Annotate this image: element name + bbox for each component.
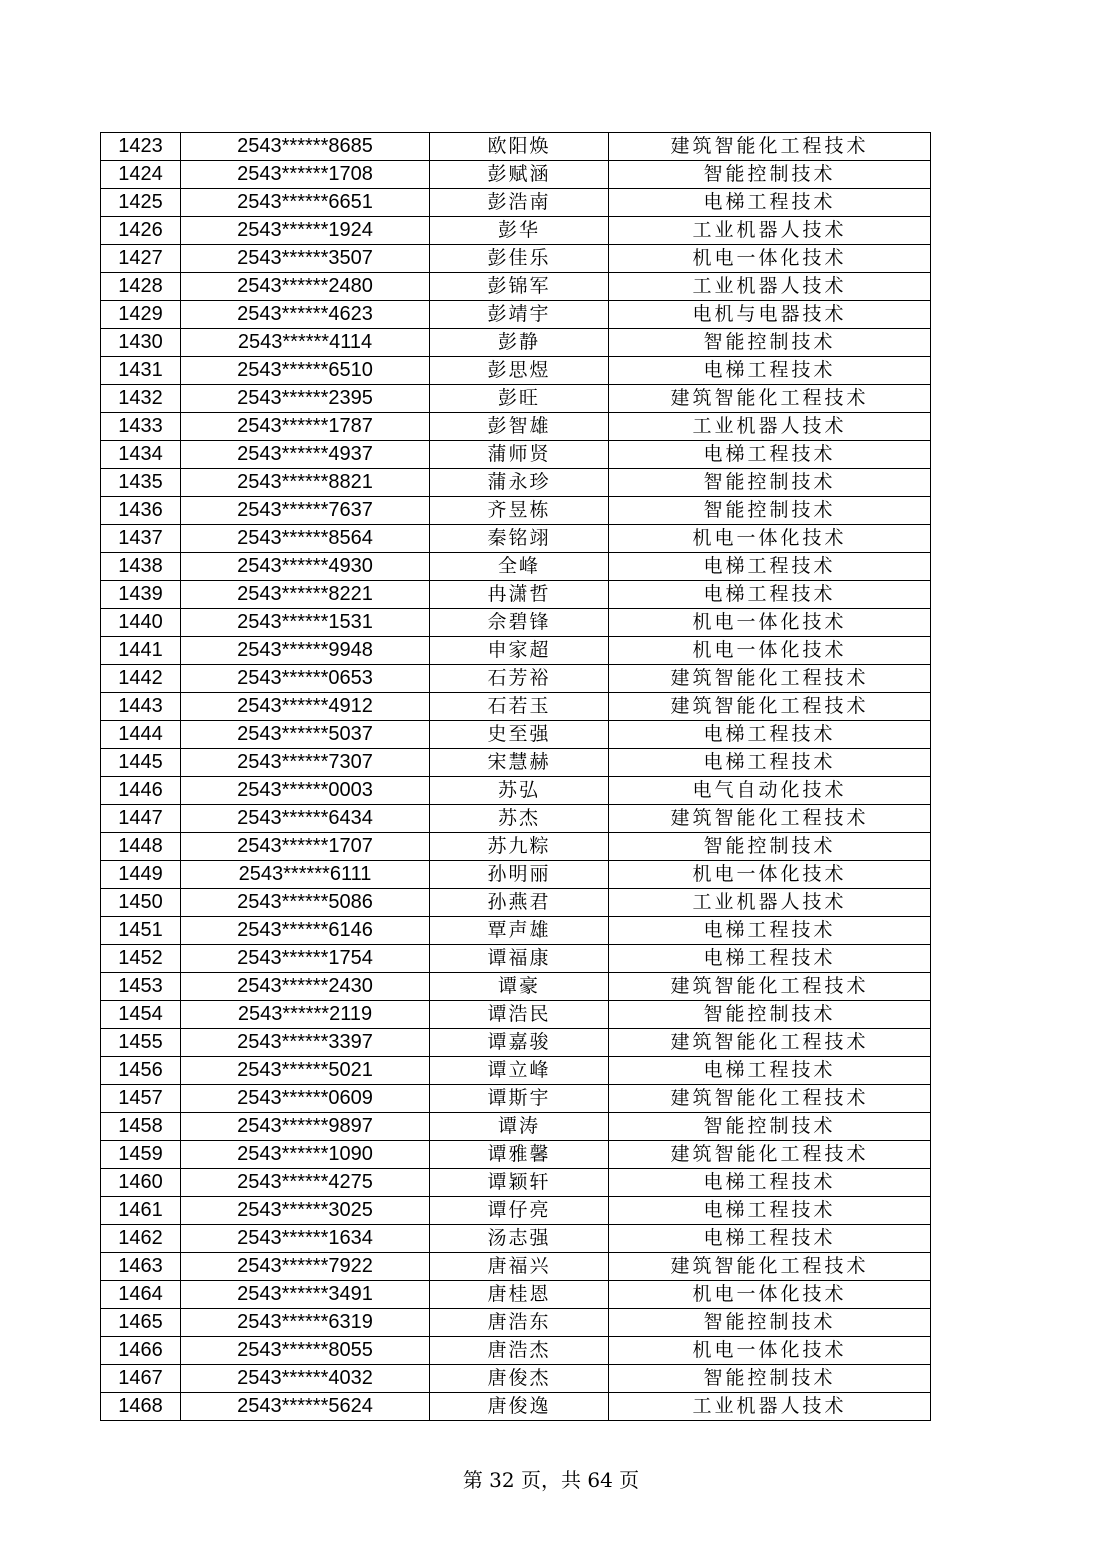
- student-name-cell: 石若玉: [430, 693, 609, 721]
- id-number-cell: 2543******2430: [181, 973, 430, 1001]
- student-name-cell: 唐浩杰: [430, 1337, 609, 1365]
- table-row: [101, 245, 931, 273]
- id-number-cell: 2543******1787: [181, 413, 430, 441]
- row-number-cell: 1440: [101, 609, 181, 637]
- table-row: [101, 693, 931, 721]
- student-name-cell: 史至强: [430, 721, 609, 749]
- row-number-cell: 1438: [101, 553, 181, 581]
- student-name-cell: 彭锦军: [430, 273, 609, 301]
- id-number-cell: 2543******4275: [181, 1169, 430, 1197]
- row-number-cell: 1447: [101, 805, 181, 833]
- row-number-cell: 1436: [101, 497, 181, 525]
- row-number-cell: 1429: [101, 301, 181, 329]
- table-row: [101, 497, 931, 525]
- table-row: [101, 1281, 931, 1309]
- table-row: [101, 1057, 931, 1085]
- table-row: [101, 133, 931, 161]
- row-number-cell: 1467: [101, 1365, 181, 1393]
- table-row: [101, 637, 931, 665]
- row-number-cell: 1455: [101, 1029, 181, 1057]
- major-cell: 建筑智能化工程技术: [609, 665, 931, 693]
- major-cell: 智能控制技术: [609, 1309, 931, 1337]
- table-row: [101, 1309, 931, 1337]
- student-name-cell: 唐浩东: [430, 1309, 609, 1337]
- row-number-cell: 1434: [101, 441, 181, 469]
- student-name-cell: 孙燕君: [430, 889, 609, 917]
- major-cell: 机电一体化技术: [609, 245, 931, 273]
- major-cell: 建筑智能化工程技术: [609, 1029, 931, 1057]
- row-number-cell: 1457: [101, 1085, 181, 1113]
- major-cell: 智能控制技术: [609, 329, 931, 357]
- student-name-cell: 彭靖宇: [430, 301, 609, 329]
- student-name-cell: 孙明丽: [430, 861, 609, 889]
- id-number-cell: 2543******7922: [181, 1253, 430, 1281]
- table-row: [101, 161, 931, 189]
- major-cell: 机电一体化技术: [609, 637, 931, 665]
- student-name-cell: 宋慧赫: [430, 749, 609, 777]
- row-number-cell: 1461: [101, 1197, 181, 1225]
- major-cell: 智能控制技术: [609, 1001, 931, 1029]
- row-number-cell: 1425: [101, 189, 181, 217]
- id-number-cell: 2543******8821: [181, 469, 430, 497]
- row-number-cell: 1460: [101, 1169, 181, 1197]
- table-row: [101, 945, 931, 973]
- id-number-cell: 2543******0653: [181, 665, 430, 693]
- major-cell: 电梯工程技术: [609, 553, 931, 581]
- row-number-cell: 1446: [101, 777, 181, 805]
- major-cell: 建筑智能化工程技术: [609, 1085, 931, 1113]
- id-number-cell: 2543******8221: [181, 581, 430, 609]
- table-row: [101, 833, 931, 861]
- student-name-cell: 唐俊逸: [430, 1393, 609, 1421]
- row-number-cell: 1426: [101, 217, 181, 245]
- major-cell: 智能控制技术: [609, 469, 931, 497]
- table-row: [101, 1169, 931, 1197]
- major-cell: 电梯工程技术: [609, 357, 931, 385]
- student-name-cell: 彭佳乐: [430, 245, 609, 273]
- student-name-cell: 谭立峰: [430, 1057, 609, 1085]
- table-row: [101, 665, 931, 693]
- student-name-cell: 覃声雄: [430, 917, 609, 945]
- table-row: [101, 917, 931, 945]
- id-number-cell: 2543******5086: [181, 889, 430, 917]
- student-name-cell: 彭静: [430, 329, 609, 357]
- major-cell: 建筑智能化工程技术: [609, 1141, 931, 1169]
- student-table-body: [101, 133, 931, 1421]
- student-name-cell: 彭思煜: [430, 357, 609, 385]
- student-name-cell: 唐桂恩: [430, 1281, 609, 1309]
- row-number-cell: 1442: [101, 665, 181, 693]
- table-row: [101, 1365, 931, 1393]
- major-cell: 建筑智能化工程技术: [609, 693, 931, 721]
- major-cell: 工业机器人技术: [609, 1393, 931, 1421]
- id-number-cell: 2543******4937: [181, 441, 430, 469]
- row-number-cell: 1424: [101, 161, 181, 189]
- id-number-cell: 2543******4912: [181, 693, 430, 721]
- major-cell: 工业机器人技术: [609, 273, 931, 301]
- student-name-cell: 谭仔亮: [430, 1197, 609, 1225]
- id-number-cell: 2543******3397: [181, 1029, 430, 1057]
- major-cell: 智能控制技术: [609, 1365, 931, 1393]
- row-number-cell: 1427: [101, 245, 181, 273]
- row-number-cell: 1468: [101, 1393, 181, 1421]
- row-number-cell: 1433: [101, 413, 181, 441]
- row-number-cell: 1450: [101, 889, 181, 917]
- major-cell: 电梯工程技术: [609, 441, 931, 469]
- student-name-cell: 蒲永珍: [430, 469, 609, 497]
- student-name-cell: 彭赋涵: [430, 161, 609, 189]
- table-row: [101, 861, 931, 889]
- row-number-cell: 1466: [101, 1337, 181, 1365]
- major-cell: 智能控制技术: [609, 497, 931, 525]
- id-number-cell: 2543******4930: [181, 553, 430, 581]
- major-cell: 工业机器人技术: [609, 413, 931, 441]
- major-cell: 智能控制技术: [609, 1113, 931, 1141]
- row-number-cell: 1430: [101, 329, 181, 357]
- row-number-cell: 1454: [101, 1001, 181, 1029]
- row-number-cell: 1423: [101, 133, 181, 161]
- row-number-cell: 1456: [101, 1057, 181, 1085]
- table-row: [101, 525, 931, 553]
- id-number-cell: 2543******8055: [181, 1337, 430, 1365]
- table-row: [101, 749, 931, 777]
- table-row: [101, 301, 931, 329]
- id-number-cell: 2543******1090: [181, 1141, 430, 1169]
- major-cell: 机电一体化技术: [609, 1337, 931, 1365]
- student-name-cell: 谭豪: [430, 973, 609, 1001]
- major-cell: 工业机器人技术: [609, 217, 931, 245]
- id-number-cell: 2543******5037: [181, 721, 430, 749]
- table-row: [101, 721, 931, 749]
- id-number-cell: 2543******7637: [181, 497, 430, 525]
- student-name-cell: 彭旺: [430, 385, 609, 413]
- major-cell: 电梯工程技术: [609, 945, 931, 973]
- row-number-cell: 1458: [101, 1113, 181, 1141]
- row-number-cell: 1464: [101, 1281, 181, 1309]
- major-cell: 建筑智能化工程技术: [609, 1253, 931, 1281]
- student-name-cell: 唐福兴: [430, 1253, 609, 1281]
- student-name-cell: 谭颖轩: [430, 1169, 609, 1197]
- id-number-cell: 2543******3491: [181, 1281, 430, 1309]
- id-number-cell: 2543******6510: [181, 357, 430, 385]
- row-number-cell: 1462: [101, 1225, 181, 1253]
- table-row: [101, 273, 931, 301]
- table-row: [101, 1337, 931, 1365]
- major-cell: 工业机器人技术: [609, 889, 931, 917]
- student-name-cell: 全峰: [430, 553, 609, 581]
- student-name-cell: 佘碧锋: [430, 609, 609, 637]
- row-number-cell: 1444: [101, 721, 181, 749]
- major-cell: 智能控制技术: [609, 833, 931, 861]
- id-number-cell: 2543******1634: [181, 1225, 430, 1253]
- student-name-cell: 谭福康: [430, 945, 609, 973]
- id-number-cell: 2543******6146: [181, 917, 430, 945]
- student-name-cell: 蒲师贤: [430, 441, 609, 469]
- id-number-cell: 2543******3025: [181, 1197, 430, 1225]
- major-cell: 电梯工程技术: [609, 749, 931, 777]
- major-cell: 建筑智能化工程技术: [609, 805, 931, 833]
- id-number-cell: 2543******5021: [181, 1057, 430, 1085]
- table-row: [101, 553, 931, 581]
- major-cell: 电梯工程技术: [609, 1225, 931, 1253]
- id-number-cell: 2543******8564: [181, 525, 430, 553]
- student-name-cell: 汤志强: [430, 1225, 609, 1253]
- student-name-cell: 苏杰: [430, 805, 609, 833]
- id-number-cell: 2543******2395: [181, 385, 430, 413]
- table-row: [101, 217, 931, 245]
- table-row: [101, 889, 931, 917]
- major-cell: 建筑智能化工程技术: [609, 973, 931, 1001]
- student-name-cell: 秦铭翊: [430, 525, 609, 553]
- page-footer: 第 32 页，共 64 页: [462, 1468, 640, 1492]
- id-number-cell: 2543******2119: [181, 1001, 430, 1029]
- row-number-cell: 1459: [101, 1141, 181, 1169]
- row-number-cell: 1441: [101, 637, 181, 665]
- student-name-cell: 冉潇哲: [430, 581, 609, 609]
- id-number-cell: 2543******4623: [181, 301, 430, 329]
- student-name-cell: 彭华: [430, 217, 609, 245]
- student-name-cell: 齐昱栋: [430, 497, 609, 525]
- id-number-cell: 2543******4114: [181, 329, 430, 357]
- id-number-cell: 2543******9897: [181, 1113, 430, 1141]
- major-cell: 机电一体化技术: [609, 609, 931, 637]
- table-row: [101, 1141, 931, 1169]
- id-number-cell: 2543******9948: [181, 637, 430, 665]
- row-number-cell: 1445: [101, 749, 181, 777]
- student-name-cell: 彭浩南: [430, 189, 609, 217]
- student-name-cell: 彭智雄: [430, 413, 609, 441]
- table-row: [101, 973, 931, 1001]
- id-number-cell: 2543******1708: [181, 161, 430, 189]
- table-row: [101, 1225, 931, 1253]
- student-name-cell: 申家超: [430, 637, 609, 665]
- major-cell: 电梯工程技术: [609, 1197, 931, 1225]
- table-row: [101, 1085, 931, 1113]
- student-name-cell: 谭嘉骏: [430, 1029, 609, 1057]
- major-cell: 电机与电器技术: [609, 301, 931, 329]
- student-name-cell: 谭涛: [430, 1113, 609, 1141]
- major-cell: 机电一体化技术: [609, 861, 931, 889]
- row-number-cell: 1431: [101, 357, 181, 385]
- row-number-cell: 1449: [101, 861, 181, 889]
- table-row: [101, 1393, 931, 1421]
- major-cell: 智能控制技术: [609, 161, 931, 189]
- student-name-cell: 唐俊杰: [430, 1365, 609, 1393]
- table-row: [101, 1001, 931, 1029]
- id-number-cell: 2543******6434: [181, 805, 430, 833]
- id-number-cell: 2543******0003: [181, 777, 430, 805]
- major-cell: 电梯工程技术: [609, 189, 931, 217]
- id-number-cell: 2543******6111: [181, 861, 430, 889]
- id-number-cell: 2543******0609: [181, 1085, 430, 1113]
- student-name-cell: 谭浩民: [430, 1001, 609, 1029]
- table-row: [101, 1253, 931, 1281]
- table-row: [101, 413, 931, 441]
- table-row: [101, 189, 931, 217]
- row-number-cell: 1428: [101, 273, 181, 301]
- id-number-cell: 2543******5624: [181, 1393, 430, 1421]
- table-row: [101, 357, 931, 385]
- student-name-cell: 苏九粽: [430, 833, 609, 861]
- row-number-cell: 1437: [101, 525, 181, 553]
- major-cell: 电气自动化技术: [609, 777, 931, 805]
- table-row: [101, 1029, 931, 1057]
- table-row: [101, 777, 931, 805]
- id-number-cell: 2543******3507: [181, 245, 430, 273]
- row-number-cell: 1465: [101, 1309, 181, 1337]
- id-number-cell: 2543******4032: [181, 1365, 430, 1393]
- major-cell: 电梯工程技术: [609, 917, 931, 945]
- id-number-cell: 2543******1531: [181, 609, 430, 637]
- major-cell: 电梯工程技术: [609, 1057, 931, 1085]
- table-row: [101, 805, 931, 833]
- table-row: [101, 385, 931, 413]
- major-cell: 电梯工程技术: [609, 581, 931, 609]
- table-row: [101, 609, 931, 637]
- major-cell: 机电一体化技术: [609, 525, 931, 553]
- row-number-cell: 1463: [101, 1253, 181, 1281]
- table-row: [101, 441, 931, 469]
- row-number-cell: 1439: [101, 581, 181, 609]
- row-number-cell: 1432: [101, 385, 181, 413]
- student-name-cell: 石芳裕: [430, 665, 609, 693]
- id-number-cell: 2543******1754: [181, 945, 430, 973]
- id-number-cell: 2543******6319: [181, 1309, 430, 1337]
- row-number-cell: 1448: [101, 833, 181, 861]
- id-number-cell: 2543******8685: [181, 133, 430, 161]
- student-table: [100, 132, 931, 1421]
- table-row: [101, 329, 931, 357]
- id-number-cell: 2543******1924: [181, 217, 430, 245]
- major-cell: 电梯工程技术: [609, 1169, 931, 1197]
- major-cell: 电梯工程技术: [609, 721, 931, 749]
- row-number-cell: 1453: [101, 973, 181, 1001]
- row-number-cell: 1443: [101, 693, 181, 721]
- row-number-cell: 1451: [101, 917, 181, 945]
- student-name-cell: 谭斯宇: [430, 1085, 609, 1113]
- table-row: [101, 1197, 931, 1225]
- student-name-cell: 苏弘: [430, 777, 609, 805]
- major-cell: 机电一体化技术: [609, 1281, 931, 1309]
- id-number-cell: 2543******2480: [181, 273, 430, 301]
- id-number-cell: 2543******7307: [181, 749, 430, 777]
- id-number-cell: 2543******6651: [181, 189, 430, 217]
- major-cell: 建筑智能化工程技术: [609, 385, 931, 413]
- major-cell: 建筑智能化工程技术: [609, 133, 931, 161]
- id-number-cell: 2543******1707: [181, 833, 430, 861]
- row-number-cell: 1452: [101, 945, 181, 973]
- student-name-cell: 谭雅馨: [430, 1141, 609, 1169]
- table-row: [101, 1113, 931, 1141]
- row-number-cell: 1435: [101, 469, 181, 497]
- student-name-cell: 欧阳焕: [430, 133, 609, 161]
- table-row: [101, 469, 931, 497]
- table-row: [101, 581, 931, 609]
